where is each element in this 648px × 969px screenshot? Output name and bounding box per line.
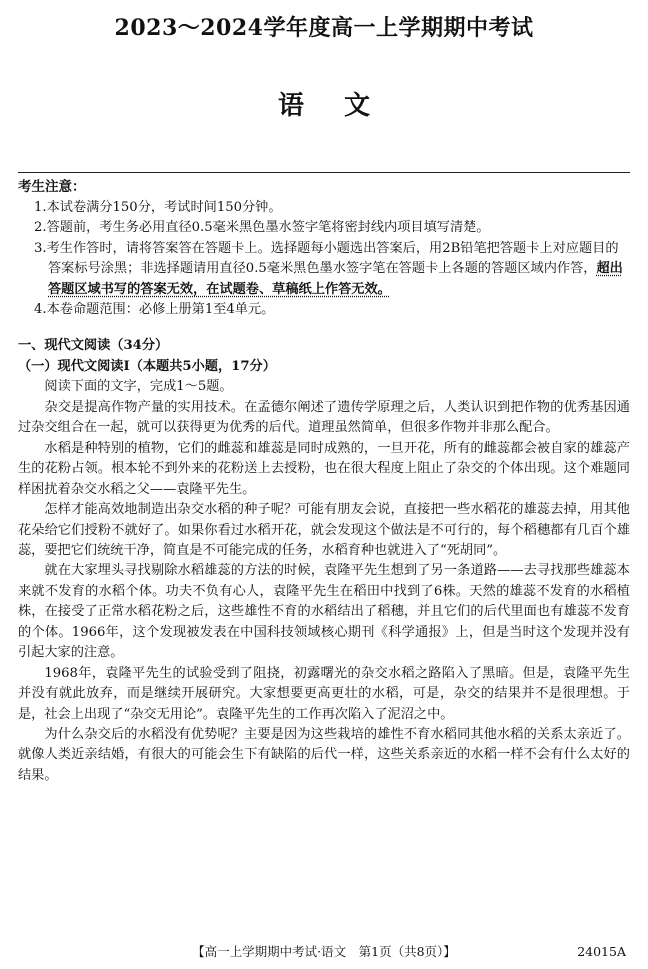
- reading-paragraph: 水稻是种特别的植物，它们的雌蕊和雄蕊是同时成熟的，一旦开花，所有的雌蕊都会被自家的雄蕊产生的花粉占领。根本轮不到外来的花粉送上去授粉，也在很大程度上阻止了杂交的个体出现。这个难题同样困扰着杂交水稻之父——袁隆平先生。: [18, 440, 630, 497]
- section-heading: 一、现代文阅读（34分）: [18, 338, 169, 354]
- notice-item: 2.答题前，考生务必用直径0.5毫米黑色墨水签字笔将密封线内项目填写清楚。: [34, 220, 490, 236]
- reading-paragraph: 就在大家埋头寻找剔除水稻雄蕊的方法的时候，袁隆平先生想到了另一条道路——去寻找那些雄蕊本来就不发育的水稻个体。功夫不负有心人，袁隆平先生在稻田中找到了6株。天然的雄蕊不发育的水稻植株，在接受了正常水稻花粉之后，这些雄性不育的水稻结出了稻穗，并且它们的后代里面也有雄蕊不发育的个体。1966年，这个发现被发表在中国科技领域核心期刊《科学通报》上，但是当时这个发现并没有引起大家的注意。: [18, 563, 630, 661]
- notice-item: [18, 239, 630, 300]
- notice-list: [18, 198, 630, 321]
- reading-instruction: 阅读下面的文字，完成1～5题。: [44, 379, 233, 395]
- footer-code: 24015A: [577, 943, 626, 959]
- subsection-heading: （一）现代文阅读Ⅰ（本题共5小题，17分）: [18, 358, 276, 374]
- notice-heading: 考生注意：: [18, 178, 86, 195]
- reading-paragraph: 怎样才能高效地制造出杂交水稻的种子呢？可能有朋友会说，直接把一些水稻花的雄蕊去掉，用其他花朵给它们授粉不就好了。如果你看过水稻开花，就会发现这个做法是不可行的，每个稻穗都有几百个雄蕊，要把它们统统干净，简直是不可能完成的任务，水稻育种也就进入了“死胡同”。: [18, 502, 630, 558]
- notice-item: 1.本试卷满分150分，考试时间150分钟。: [34, 199, 282, 215]
- exam-title: 2023～2024学年度高一上学期期中考试: [114, 15, 534, 41]
- notice-item-text: 3.考生作答时，请将答案答在答题卡上。选择题每小题选出答案后，用2B铅笔把答题卡上对应题目的答案标号涂黑；非选择题请用直径0.5毫米黑色墨水签字笔在答题卡上各题的答题区域内作答，: [34, 240, 619, 277]
- reading-paragraph: 为什么杂交后的水稻没有优势呢？主要是因为这些栽培的雄性不育水稻同其他水稻的关系太亲近了。就像人类近亲结婚，有很大的可能会生下有缺陷的后代一样，这些关系亲近的水稻一样不会有什么太好的结果。: [18, 727, 630, 783]
- notice-emphasis: 超出答题区域书写的答案无效，在试题卷、草稿纸上作答无效。: [48, 261, 623, 297]
- subject-title: 语文: [277, 90, 410, 121]
- page-footer: [0, 942, 648, 961]
- reading-paragraph: 1968年，袁隆平先生的试验受到了阻挠，初露曙光的杂交水稻之路陷入了黑暗。但是，袁隆平先生并没有就此放弃，而是继续开展研究。大家想要更高更壮的水稻，可是，杂交的结果并不是很理想。于是，社会上出现了“杂交无用论”。袁隆平先生的工作再次陷入了泥沼之中。: [18, 665, 630, 722]
- footer-page-info: 【高一上学期期中考试·语文 第1页（共8页）】: [192, 943, 456, 959]
- reading-paragraph: 杂交是提高作物产量的实用技术。在孟德尔阐述了遗传学原理之后，人类认识到把作物的优秀基因通过杂交组合在一起，就可以获得更为优秀的后代。道理虽然简单，但很多作物并非那么配合。: [18, 399, 630, 436]
- notice-item: 4.本卷命题范围：必修上册第1至4单元。: [34, 301, 275, 317]
- header-divider: [18, 172, 630, 173]
